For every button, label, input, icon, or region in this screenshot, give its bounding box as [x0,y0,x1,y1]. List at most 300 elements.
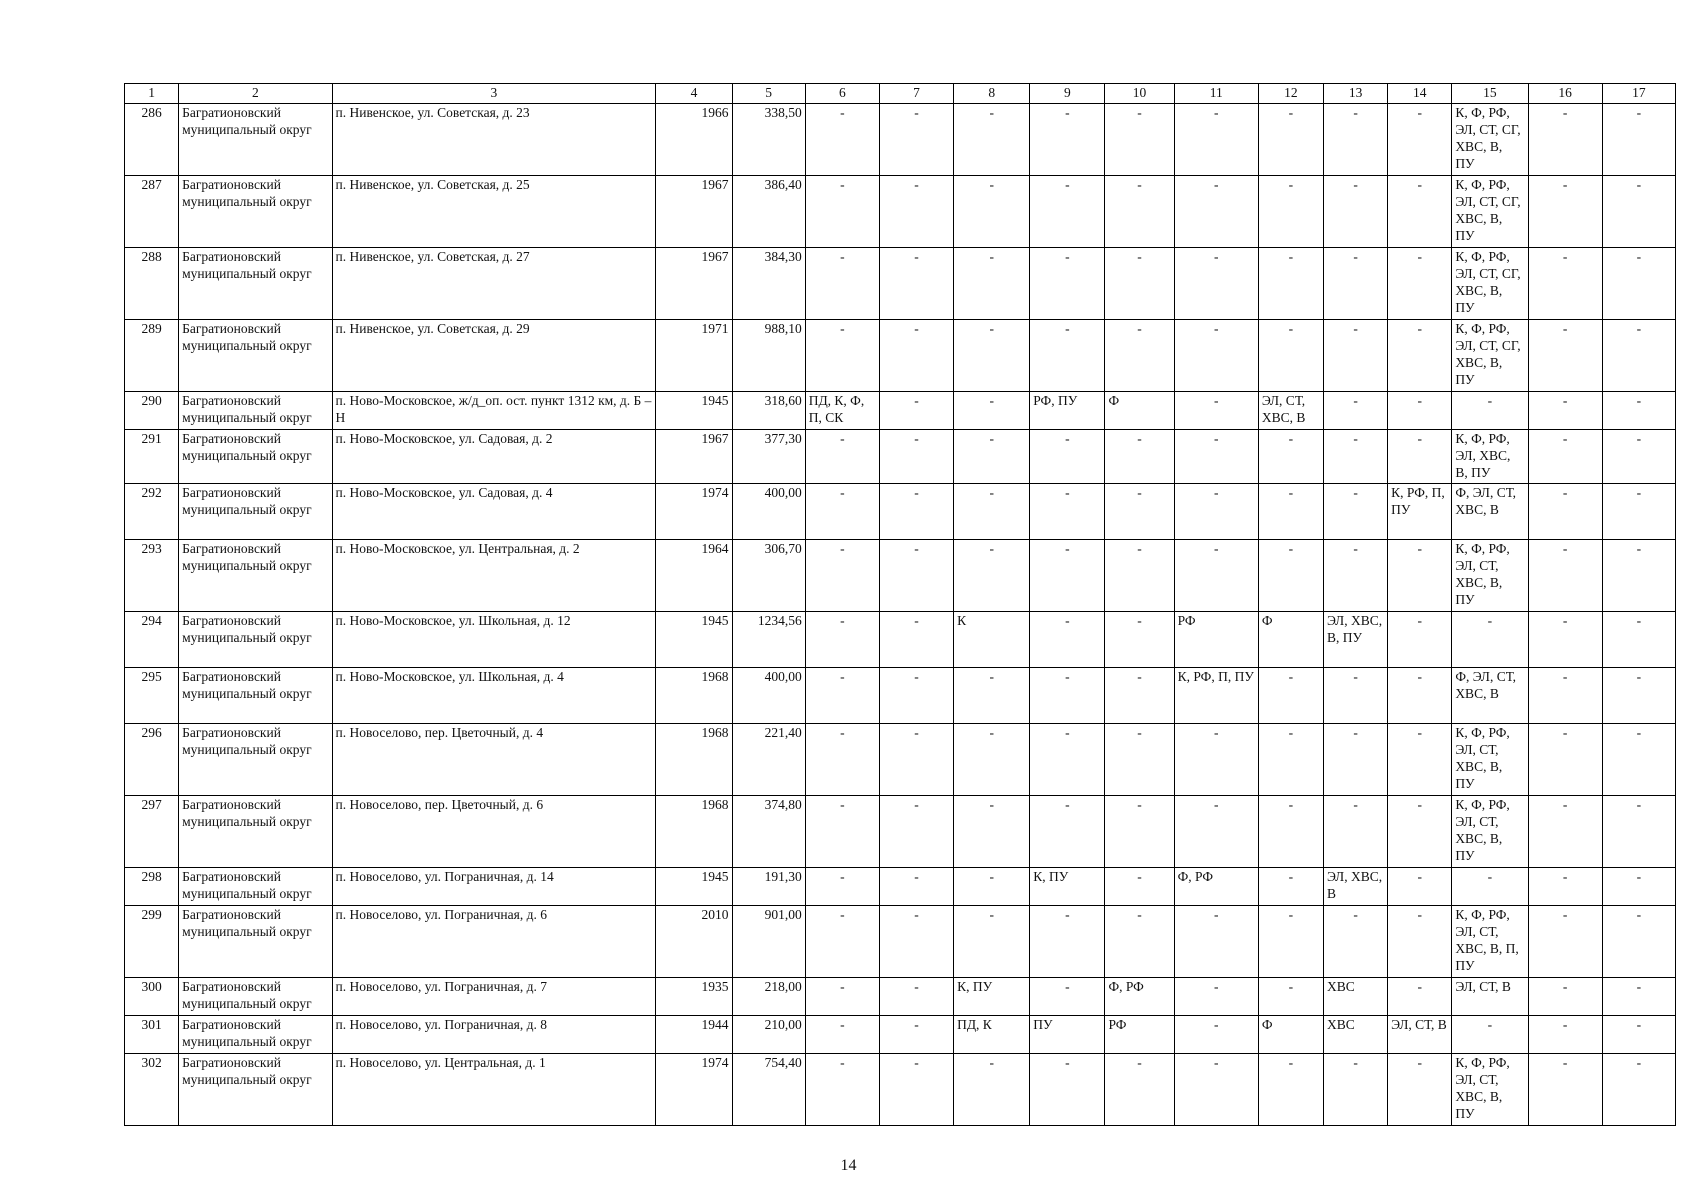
col-8-cell: - [954,320,1030,392]
area-cell: 191,30 [732,868,805,906]
col-15-cell: К, Ф, РФ, ЭЛ, СТ, ХВС, В, ПУ [1452,724,1528,796]
table-row [125,540,1676,612]
col-6-cell: - [805,540,879,612]
col-10-cell: - [1105,668,1174,724]
district-cell: Багратионовский муниципальный округ [179,484,332,540]
col-12-cell: - [1258,484,1323,540]
district-cell: Багратионовский муниципальный округ [179,612,332,668]
col-15-cell: К, Ф, РФ, ЭЛ, СТ, СГ, ХВС, В, ПУ [1452,320,1528,392]
address-cell: п. Новоселово, ул. Пограничная, д. 8 [332,1016,656,1054]
col-15-cell: К, Ф, РФ, ЭЛ, СТ, ХВС, В, ПУ [1452,796,1528,868]
area-cell: 210,00 [732,1016,805,1054]
col-13-cell: - [1324,320,1388,392]
col-6-cell: - [805,1016,879,1054]
col-9-cell: - [1030,104,1105,176]
col-15-cell: Ф, ЭЛ, СТ, ХВС, В [1452,668,1528,724]
col-14-cell: - [1388,868,1452,906]
table-row [125,612,1676,668]
col-8-cell: - [954,540,1030,612]
district-cell: Багратионовский муниципальный округ [179,978,332,1016]
year-built-cell: 1967 [656,430,732,484]
col-12-cell: - [1258,1054,1323,1126]
address-cell: п. Ново-Московское, ул. Садовая, д. 2 [332,430,656,484]
col-9-cell: - [1030,1054,1105,1126]
col-12-cell: - [1258,176,1323,248]
col-10-cell: - [1105,176,1174,248]
col-7-cell: - [879,668,953,724]
col-11-cell: - [1174,906,1258,978]
col-10-cell: - [1105,724,1174,796]
row-number-cell: 290 [125,392,179,430]
col-11-cell: Ф, РФ [1174,868,1258,906]
area-cell: 988,10 [732,320,805,392]
year-built-cell: 1964 [656,540,732,612]
col-6-cell: - [805,796,879,868]
col-14-cell: - [1388,906,1452,978]
table-row [125,1016,1676,1054]
col-16-cell: - [1528,248,1602,320]
col-8-cell: - [954,104,1030,176]
col-6-cell: - [805,668,879,724]
col-13-cell: - [1324,104,1388,176]
area-cell: 400,00 [732,484,805,540]
district-cell: Багратионовский муниципальный округ [179,320,332,392]
col-10-cell: - [1105,868,1174,906]
col-11-cell: - [1174,176,1258,248]
table-row [125,248,1676,320]
district-cell: Багратионовский муниципальный округ [179,1054,332,1126]
table-row [125,392,1676,430]
col-8-cell: - [954,248,1030,320]
col-11-cell: - [1174,1016,1258,1054]
col-16-cell: - [1528,484,1602,540]
col-14-cell: - [1388,320,1452,392]
col-9-cell: ПУ [1030,1016,1105,1054]
col-12-cell: - [1258,906,1323,978]
col-13-cell: ХВС [1324,1016,1388,1054]
col-14-cell: - [1388,248,1452,320]
col-16-cell: - [1528,392,1602,430]
table-row [125,1054,1676,1126]
col-15-cell: - [1452,1016,1528,1054]
col-11-cell: - [1174,484,1258,540]
col-16-cell: - [1528,1016,1602,1054]
col-13-cell: - [1324,484,1388,540]
table-row [125,176,1676,248]
table-header [125,84,1676,104]
col-7-cell: - [879,978,953,1016]
col-7-cell: - [879,430,953,484]
col-9-cell: - [1030,248,1105,320]
year-built-cell: 1974 [656,484,732,540]
col-6-cell: - [805,724,879,796]
col-17-cell: - [1602,612,1675,668]
year-built-cell: 1945 [656,868,732,906]
column-header-15: 15 [1452,84,1528,104]
col-16-cell: - [1528,540,1602,612]
col-9-cell: - [1030,484,1105,540]
col-14-cell: - [1388,392,1452,430]
year-built-cell: 1968 [656,668,732,724]
address-cell: п. Ново-Московское, ул. Садовая, д. 4 [332,484,656,540]
row-number-cell: 287 [125,176,179,248]
row-number-cell: 291 [125,430,179,484]
col-14-cell: - [1388,176,1452,248]
area-cell: 386,40 [732,176,805,248]
col-11-cell: - [1174,430,1258,484]
col-13-cell: - [1324,176,1388,248]
col-10-cell: РФ [1105,1016,1174,1054]
table-row [125,104,1676,176]
address-cell: п. Новоселово, пер. Цветочный, д. 6 [332,796,656,868]
col-7-cell: - [879,540,953,612]
col-8-cell: - [954,392,1030,430]
col-16-cell: - [1528,320,1602,392]
table-row [125,430,1676,484]
col-8-cell: - [954,868,1030,906]
col-12-cell: - [1258,430,1323,484]
col-14-cell: - [1388,104,1452,176]
col-17-cell: - [1602,176,1675,248]
col-12-cell: - [1258,724,1323,796]
row-number-cell: 296 [125,724,179,796]
col-12-cell: - [1258,978,1323,1016]
col-6-cell: - [805,176,879,248]
col-16-cell: - [1528,612,1602,668]
col-16-cell: - [1528,668,1602,724]
col-8-cell: К, ПУ [954,978,1030,1016]
area-cell: 374,80 [732,796,805,868]
col-15-cell: - [1452,612,1528,668]
col-8-cell: - [954,906,1030,978]
col-13-cell: ЭЛ, ХВС, В, ПУ [1324,612,1388,668]
register-table-container [124,83,1676,1126]
row-number-cell: 289 [125,320,179,392]
area-cell: 384,30 [732,248,805,320]
col-12-cell: - [1258,796,1323,868]
col-10-cell: - [1105,906,1174,978]
district-cell: Багратионовский муниципальный округ [179,1016,332,1054]
address-cell: п. Ново-Московское, ул. Школьная, д. 4 [332,668,656,724]
row-number-cell: 301 [125,1016,179,1054]
col-6-cell: - [805,104,879,176]
district-cell: Багратионовский муниципальный округ [179,392,332,430]
col-12-cell: ЭЛ, СТ, ХВС, В [1258,392,1323,430]
row-number-cell: 286 [125,104,179,176]
row-number-cell: 292 [125,484,179,540]
address-cell: п. Новоселово, ул. Центральная, д. 1 [332,1054,656,1126]
col-13-cell: - [1324,430,1388,484]
district-cell: Багратионовский муниципальный округ [179,796,332,868]
col-13-cell: - [1324,724,1388,796]
col-11-cell: К, РФ, П, ПУ [1174,668,1258,724]
col-11-cell: - [1174,320,1258,392]
address-cell: п. Ново-Московское, ул. Центральная, д. 2 [332,540,656,612]
address-cell: п. Нивенское, ул. Советская, д. 29 [332,320,656,392]
table-row [125,320,1676,392]
col-11-cell: - [1174,540,1258,612]
area-cell: 218,00 [732,978,805,1016]
area-cell: 754,40 [732,1054,805,1126]
row-number-cell: 297 [125,796,179,868]
col-16-cell: - [1528,724,1602,796]
col-14-cell: К, РФ, П, ПУ [1388,484,1452,540]
col-6-cell: - [805,906,879,978]
col-9-cell: - [1030,320,1105,392]
page-number: 14 [840,1157,857,1174]
col-15-cell: К, Ф, РФ, ЭЛ, СТ, ХВС, В, П, ПУ [1452,906,1528,978]
address-cell: п. Ново-Московское, ж/д_оп. ост. пункт 1312 км, д. Б – Н [332,392,656,430]
col-11-cell: РФ [1174,612,1258,668]
column-header-10: 10 [1105,84,1174,104]
column-header-13: 13 [1324,84,1388,104]
row-number-cell: 302 [125,1054,179,1126]
column-header-11: 11 [1174,84,1258,104]
table-row [125,484,1676,540]
col-12-cell: - [1258,104,1323,176]
col-10-cell: - [1105,612,1174,668]
column-header-1: 1 [125,84,179,104]
district-cell: Багратионовский муниципальный округ [179,668,332,724]
col-14-cell: - [1388,978,1452,1016]
col-16-cell: - [1528,978,1602,1016]
col-9-cell: РФ, ПУ [1030,392,1105,430]
district-cell: Багратионовский муниципальный округ [179,540,332,612]
col-16-cell: - [1528,906,1602,978]
table-row [125,868,1676,906]
column-header-4: 4 [656,84,732,104]
col-10-cell: - [1105,1054,1174,1126]
col-16-cell: - [1528,104,1602,176]
col-15-cell: - [1452,868,1528,906]
col-15-cell: К, Ф, РФ, ЭЛ, СТ, ХВС, В, ПУ [1452,540,1528,612]
table-row [125,906,1676,978]
col-13-cell: ХВС [1324,978,1388,1016]
col-12-cell: - [1258,868,1323,906]
col-10-cell: - [1105,796,1174,868]
col-17-cell: - [1602,248,1675,320]
column-header-2: 2 [179,84,332,104]
col-11-cell: - [1174,248,1258,320]
column-header-8: 8 [954,84,1030,104]
col-11-cell: - [1174,104,1258,176]
col-14-cell: - [1388,1054,1452,1126]
col-16-cell: - [1528,796,1602,868]
col-7-cell: - [879,906,953,978]
column-header-16: 16 [1528,84,1602,104]
col-8-cell: - [954,796,1030,868]
col-17-cell: - [1602,484,1675,540]
year-built-cell: 1968 [656,796,732,868]
year-built-cell: 1968 [656,724,732,796]
col-8-cell: ПД, К [954,1016,1030,1054]
column-header-9: 9 [1030,84,1105,104]
column-header-6: 6 [805,84,879,104]
row-number-cell: 300 [125,978,179,1016]
address-cell: п. Нивенское, ул. Советская, д. 23 [332,104,656,176]
col-9-cell: - [1030,176,1105,248]
col-14-cell: - [1388,724,1452,796]
col-15-cell: К, Ф, РФ, ЭЛ, СТ, СГ, ХВС, В, ПУ [1452,176,1528,248]
area-cell: 338,50 [732,104,805,176]
col-17-cell: - [1602,320,1675,392]
column-header-12: 12 [1258,84,1323,104]
col-11-cell: - [1174,1054,1258,1126]
col-12-cell: Ф [1258,1016,1323,1054]
col-6-cell: - [805,868,879,906]
year-built-cell: 2010 [656,906,732,978]
year-built-cell: 1974 [656,1054,732,1126]
col-7-cell: - [879,320,953,392]
address-cell: п. Ново-Московское, ул. Школьная, д. 12 [332,612,656,668]
table-row [125,978,1676,1016]
col-8-cell: - [954,1054,1030,1126]
col-9-cell: - [1030,978,1105,1016]
col-14-cell: ЭЛ, СТ, В [1388,1016,1452,1054]
col-9-cell: - [1030,796,1105,868]
col-9-cell: - [1030,906,1105,978]
col-15-cell: ЭЛ, СТ, В [1452,978,1528,1016]
col-12-cell: Ф [1258,612,1323,668]
table-row [125,668,1676,724]
col-7-cell: - [879,612,953,668]
col-10-cell: - [1105,320,1174,392]
col-6-cell: - [805,978,879,1016]
col-13-cell: - [1324,668,1388,724]
area-cell: 318,60 [732,392,805,430]
col-17-cell: - [1602,392,1675,430]
col-7-cell: - [879,392,953,430]
col-8-cell: - [954,668,1030,724]
area-cell: 400,00 [732,668,805,724]
col-10-cell: - [1105,484,1174,540]
area-cell: 306,70 [732,540,805,612]
col-7-cell: - [879,724,953,796]
col-15-cell: Ф, ЭЛ, СТ, ХВС, В [1452,484,1528,540]
district-cell: Багратионовский муниципальный округ [179,176,332,248]
column-header-3: 3 [332,84,656,104]
year-built-cell: 1967 [656,176,732,248]
col-13-cell: - [1324,906,1388,978]
col-15-cell: К, Ф, РФ, ЭЛ, СТ, СГ, ХВС, В, ПУ [1452,104,1528,176]
col-16-cell: - [1528,1054,1602,1126]
col-13-cell: - [1324,796,1388,868]
district-cell: Багратионовский муниципальный округ [179,906,332,978]
year-built-cell: 1945 [656,612,732,668]
district-cell: Багратионовский муниципальный округ [179,248,332,320]
col-17-cell: - [1602,796,1675,868]
year-built-cell: 1944 [656,1016,732,1054]
col-17-cell: - [1602,724,1675,796]
row-number-cell: 295 [125,668,179,724]
col-9-cell: - [1030,668,1105,724]
col-13-cell: ЭЛ, ХВС, В [1324,868,1388,906]
col-13-cell: - [1324,248,1388,320]
row-number-cell: 298 [125,868,179,906]
col-14-cell: - [1388,430,1452,484]
col-6-cell: ПД, К, Ф, П, СК [805,392,879,430]
col-17-cell: - [1602,1054,1675,1126]
col-10-cell: - [1105,540,1174,612]
col-15-cell: К, Ф, РФ, ЭЛ, ХВС, В, ПУ [1452,430,1528,484]
col-8-cell: - [954,430,1030,484]
col-6-cell: - [805,484,879,540]
col-11-cell: - [1174,978,1258,1016]
col-13-cell: - [1324,392,1388,430]
row-number-cell: 299 [125,906,179,978]
area-cell: 377,30 [732,430,805,484]
col-6-cell: - [805,612,879,668]
register-table [124,83,1676,1126]
column-header-5: 5 [732,84,805,104]
district-cell: Багратионовский муниципальный округ [179,104,332,176]
area-cell: 901,00 [732,906,805,978]
col-9-cell: - [1030,612,1105,668]
col-9-cell: - [1030,430,1105,484]
col-17-cell: - [1602,1016,1675,1054]
table-row [125,796,1676,868]
col-17-cell: - [1602,868,1675,906]
col-16-cell: - [1528,430,1602,484]
col-10-cell: - [1105,430,1174,484]
col-14-cell: - [1388,796,1452,868]
year-built-cell: 1945 [656,392,732,430]
year-built-cell: 1966 [656,104,732,176]
col-7-cell: - [879,248,953,320]
address-cell: п. Новоселово, ул. Пограничная, д. 7 [332,978,656,1016]
col-17-cell: - [1602,978,1675,1016]
col-12-cell: - [1258,320,1323,392]
col-14-cell: - [1388,668,1452,724]
col-7-cell: - [879,484,953,540]
col-7-cell: - [879,796,953,868]
col-8-cell: К [954,612,1030,668]
col-12-cell: - [1258,540,1323,612]
col-17-cell: - [1602,540,1675,612]
col-16-cell: - [1528,868,1602,906]
table-body [125,104,1676,1126]
address-cell: п. Нивенское, ул. Советская, д. 25 [332,176,656,248]
col-13-cell: - [1324,1054,1388,1126]
row-number-cell: 294 [125,612,179,668]
col-15-cell: - [1452,392,1528,430]
col-7-cell: - [879,1016,953,1054]
col-7-cell: - [879,868,953,906]
col-8-cell: - [954,484,1030,540]
address-cell: п. Новоселово, пер. Цветочный, д. 4 [332,724,656,796]
area-cell: 221,40 [732,724,805,796]
col-17-cell: - [1602,668,1675,724]
col-6-cell: - [805,430,879,484]
year-built-cell: 1935 [656,978,732,1016]
col-6-cell: - [805,1054,879,1126]
header-row [125,84,1676,104]
year-built-cell: 1967 [656,248,732,320]
col-10-cell: - [1105,248,1174,320]
address-cell: п. Новоселово, ул. Пограничная, д. 6 [332,906,656,978]
col-17-cell: - [1602,430,1675,484]
address-cell: п. Нивенское, ул. Советская, д. 27 [332,248,656,320]
row-number-cell: 293 [125,540,179,612]
col-14-cell: - [1388,540,1452,612]
col-9-cell: - [1030,540,1105,612]
col-15-cell: К, Ф, РФ, ЭЛ, СТ, СГ, ХВС, В, ПУ [1452,248,1528,320]
district-cell: Багратионовский муниципальный округ [179,430,332,484]
district-cell: Багратионовский муниципальный округ [179,868,332,906]
col-10-cell: Ф [1105,392,1174,430]
col-17-cell: - [1602,906,1675,978]
col-7-cell: - [879,176,953,248]
